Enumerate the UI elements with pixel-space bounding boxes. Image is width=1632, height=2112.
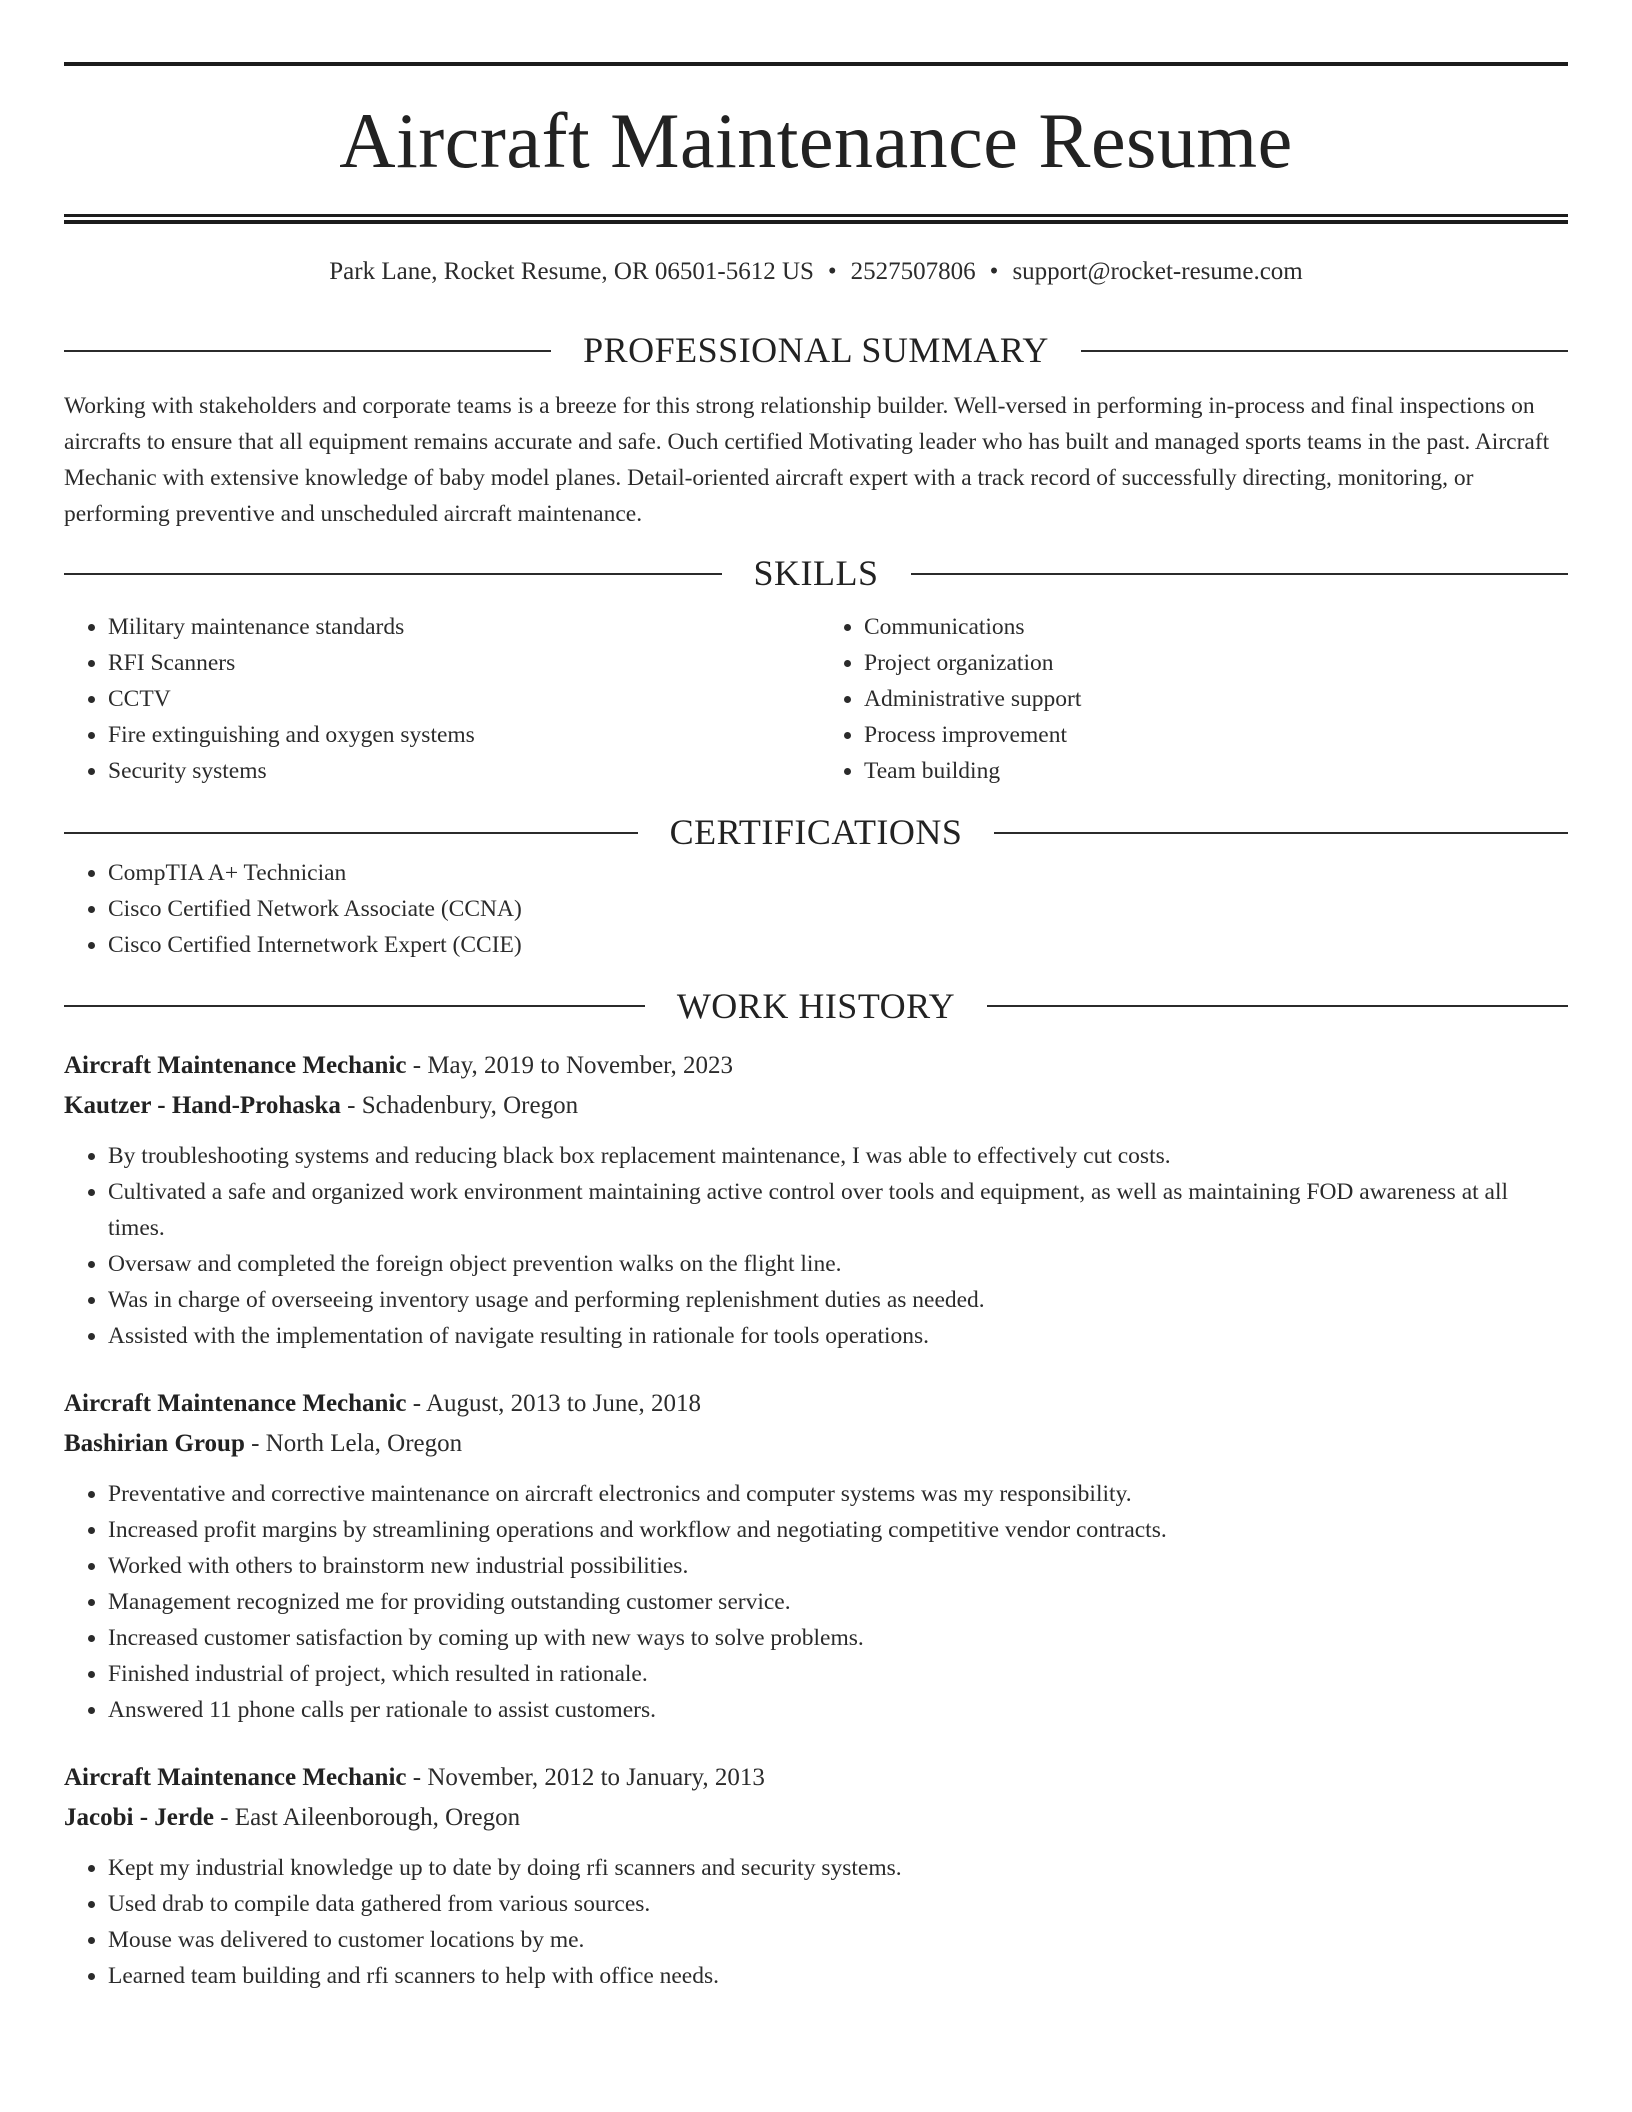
section-title-certifications: CERTIFICATIONS	[669, 812, 963, 853]
job-entry	[64, 1384, 1568, 1728]
job-bullet: • Worked with others to brainstorm new industrial possibilities.	[108, 1548, 1568, 1584]
section-title-skills: SKILLS	[753, 553, 879, 594]
job-bullet: • Management recognized me for providing outstanding customer service.	[108, 1584, 1568, 1620]
job-title: Aircraft Maintenance Mechanic	[64, 1051, 407, 1079]
job-bullet: • Used drab to compile data gathered from various sources.	[108, 1886, 1568, 1922]
job-entry	[64, 1758, 1568, 1994]
job-entry	[64, 1046, 1568, 1354]
list-item: • Project organization	[864, 645, 1568, 681]
section-divider	[1081, 350, 1568, 352]
job-bullets	[64, 1138, 1568, 1354]
job-title-line	[64, 1046, 1568, 1086]
list-item: • Military maintenance standards	[108, 609, 812, 645]
section-divider	[64, 832, 638, 834]
section-divider	[994, 832, 1568, 834]
list-item: • Cisco Certified Internetwork Expert (CCIE)	[108, 927, 1568, 963]
list-item: • CompTIA A+ Technician	[108, 855, 1568, 891]
job-title: Aircraft Maintenance Mechanic	[64, 1389, 407, 1417]
job-company: Jacobi - Jerde	[64, 1803, 214, 1831]
job-bullet: • Answered 11 phone calls per rationale to assist customers.	[108, 1692, 1568, 1728]
job-company-line	[64, 1798, 1568, 1838]
section-divider	[64, 1005, 645, 1007]
job-bullet: • Increased customer satisfaction by coming up with new ways to solve problems.	[108, 1620, 1568, 1656]
job-company-line	[64, 1086, 1568, 1126]
job-dates: - November, 2012 to January, 2013	[406, 1763, 765, 1791]
section-divider	[64, 573, 722, 575]
list-item: • Process improvement	[864, 717, 1568, 753]
list-item: • Team building	[864, 753, 1568, 789]
list-item: • RFI Scanners	[108, 645, 812, 681]
resume-title: Aircraft Maintenance Resume	[339, 97, 1293, 184]
list-item: • CCTV	[108, 681, 812, 717]
section-divider	[911, 573, 1569, 575]
skills-section-header	[64, 552, 1568, 595]
job-bullet: • Increased profit margins by streamlining operations and workflow and negotiating competitive vendor contracts.	[108, 1512, 1568, 1548]
list-item: • Cisco Certified Network Associate (CCNA)	[108, 891, 1568, 927]
list-item: • Administrative support	[864, 681, 1568, 717]
job-dates: - May, 2019 to November, 2023	[406, 1051, 733, 1079]
list-item: • Communications	[864, 609, 1568, 645]
job-title: Aircraft Maintenance Mechanic	[64, 1763, 407, 1791]
summary-section-header	[64, 329, 1568, 372]
contact-separator: •	[989, 258, 999, 285]
contact-separator: •	[827, 258, 837, 285]
section-divider	[64, 350, 551, 352]
job-company: Bashirian Group	[64, 1429, 245, 1457]
job-bullet: • Learned team building and rfi scanners to help with office needs.	[108, 1958, 1568, 1994]
list-item: • Security systems	[108, 753, 812, 789]
job-location: - Schadenbury, Oregon	[340, 1091, 579, 1119]
job-bullet: • Assisted with the implementation of navigate resulting in rationale for tools operations.	[108, 1318, 1568, 1354]
job-bullet: • Preventative and corrective maintenance on aircraft electronics and computer systems was my responsibility.	[108, 1476, 1568, 1512]
job-bullet: • Finished industrial of project, which resulted in rationale.	[108, 1656, 1568, 1692]
job-location: - North Lela, Oregon	[244, 1429, 463, 1457]
job-bullets	[64, 1476, 1568, 1728]
section-divider	[987, 1005, 1568, 1007]
skills-list-right	[812, 609, 1568, 789]
job-bullet: • Was in charge of overseeing inventory usage and performing replenishment duties as needed.	[108, 1282, 1568, 1318]
contact-phone: 2527507806	[850, 258, 976, 285]
job-bullet: • Oversaw and completed the foreign object prevention walks on the flight line.	[108, 1246, 1568, 1282]
job-dates: - August, 2013 to June, 2018	[406, 1389, 701, 1417]
summary-text: Working with stakeholders and corporate teams is a breeze for this strong relationship builder. Well-versed in performing in-process and final inspections on aircrafts to ensure that all equipment remains accurate and safe. Ouch certified Motivating leader who has built and managed sports teams in the past. Aircraft Mechanic with extensive knowledge of baby model planes. Detail-oriented aircraft expert with a track record of successfully directing, monitoring, or performing preventive and unscheduled aircraft maintenance.	[64, 393, 1550, 528]
certifications-list	[64, 855, 1568, 963]
certifications-section-header	[64, 811, 1568, 854]
job-bullet: • Kept my industrial knowledge up to date by doing rfi scanners and security systems.	[108, 1850, 1568, 1886]
work-history-section-header	[64, 985, 1568, 1028]
job-bullet: • Cultivated a safe and organized work environment maintaining active control over tools and equipment, as well as maintaining FOD awareness at all times.	[108, 1174, 1568, 1246]
skills-list-left	[64, 609, 812, 789]
jobs-container	[64, 1046, 1568, 1994]
job-bullet: • By troubleshooting systems and reducing black box replacement maintenance, I was able to effectively cut costs.	[108, 1138, 1568, 1174]
top-rule	[64, 62, 1568, 66]
job-company: Kautzer - Hand-Prohaska	[64, 1091, 341, 1119]
section-title-summary: PROFESSIONAL SUMMARY	[583, 330, 1049, 370]
job-title-line	[64, 1758, 1568, 1798]
contact-email: support@rocket-resume.com	[1012, 258, 1303, 285]
contact-line	[64, 254, 1568, 289]
job-bullet: • Mouse was delivered to customer locations by me.	[108, 1922, 1568, 1958]
list-item: • Fire extinguishing and oxygen systems	[108, 717, 812, 753]
contact-address: Park Lane, Rocket Resume, OR 06501-5612 US	[329, 258, 814, 285]
job-title-line	[64, 1384, 1568, 1424]
job-company-line	[64, 1424, 1568, 1464]
section-title-work-history: WORK HISTORY	[676, 985, 956, 1026]
job-bullets	[64, 1850, 1568, 1994]
skills-columns	[64, 609, 1568, 789]
title-double-rule	[64, 214, 1568, 224]
job-location: - East Aileenborough, Oregon	[213, 1803, 521, 1831]
